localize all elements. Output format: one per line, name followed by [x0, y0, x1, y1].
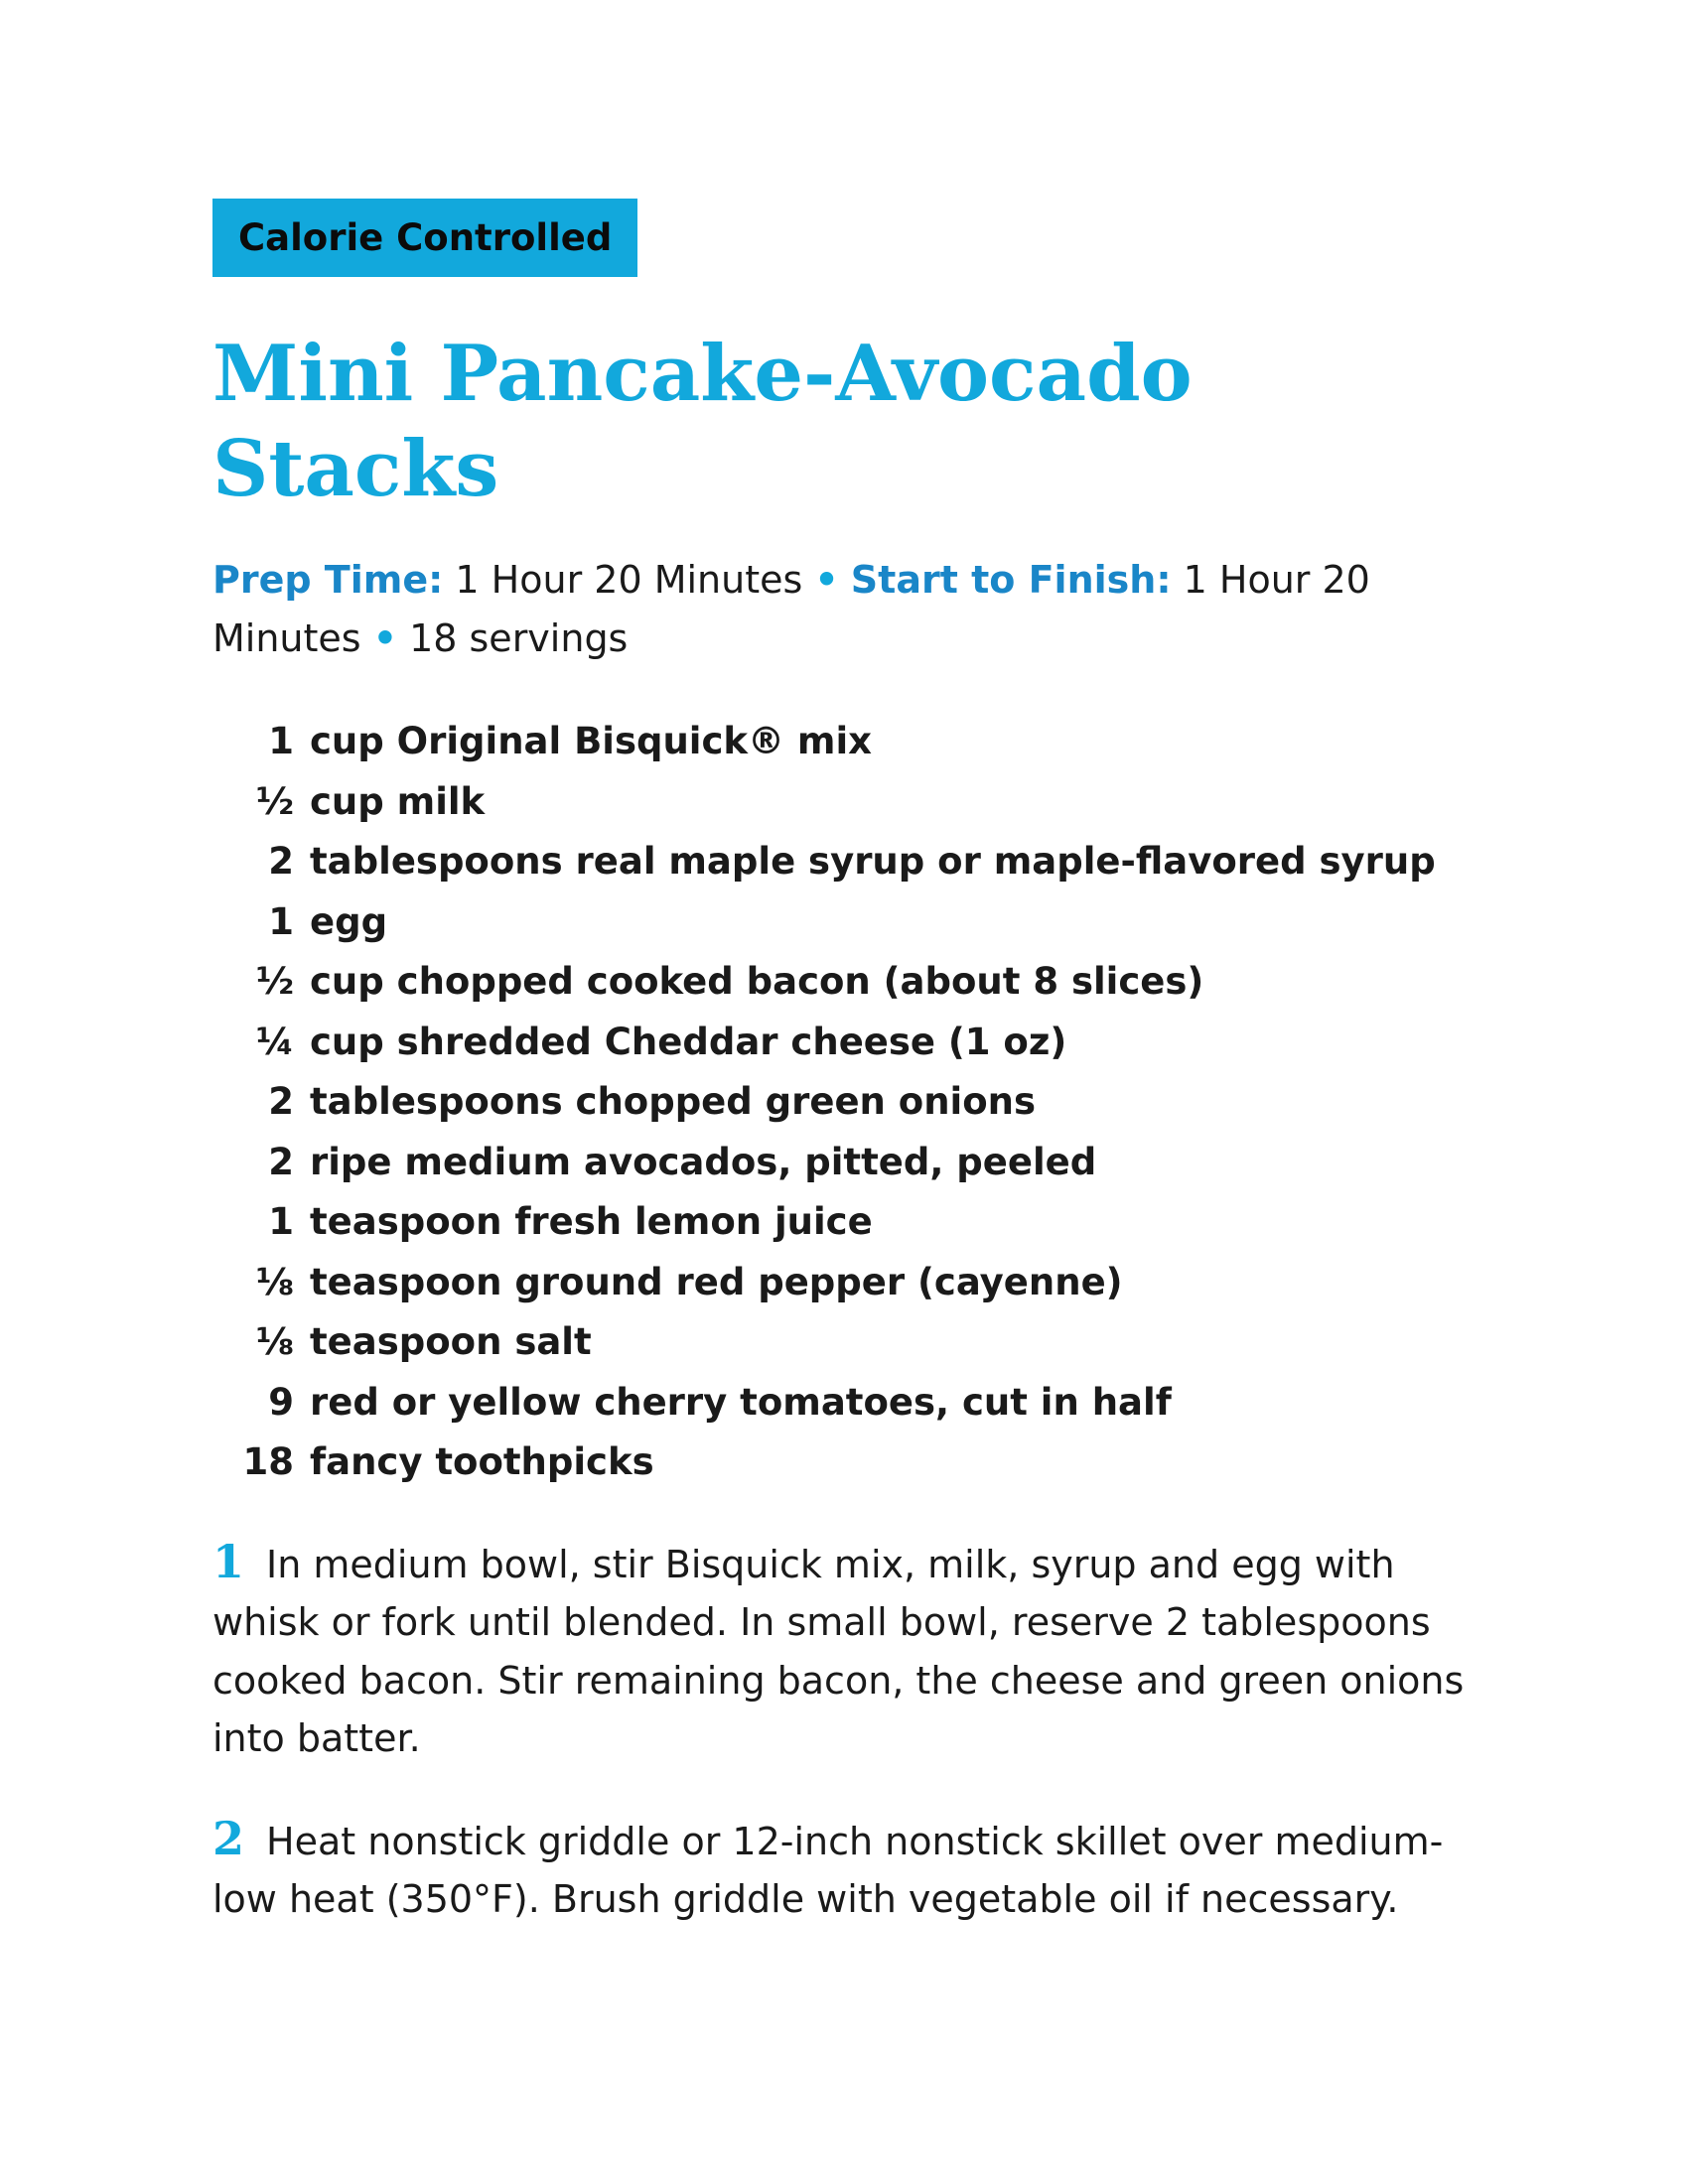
- ingredient-quantity: 2: [268, 1140, 294, 1183]
- ingredient-quantity: ⅛: [255, 1320, 294, 1363]
- servings-count: 18 servings: [409, 616, 629, 660]
- step-text: Heat nonstick griddle or 12-inch nonstick skillet over medium-low heat (350°F). Brush griddle with vegetable oil if necessary.: [212, 1819, 1444, 1921]
- step-number: 1: [212, 1534, 245, 1588]
- ingredient-name: fancy toothpicks: [310, 1440, 654, 1483]
- ingredient-quantity: ⅛: [255, 1260, 294, 1303]
- ingredient-item: [212, 832, 1483, 892]
- ingredient-item: [212, 1253, 1483, 1313]
- ingredient-item: [212, 1133, 1483, 1193]
- ingredient-quantity: 1: [268, 1200, 294, 1243]
- ingredient-quantity: 1: [268, 720, 294, 762]
- step-text: In medium bowl, stir Bisquick mix, milk, syrup and egg with whisk or fork until blended. In small bowl, reserve 2 tablespoons cooked bacon. Stir remaining bacon, the cheese and green onions into batter.: [212, 1542, 1465, 1760]
- ingredient-item: [212, 1433, 1483, 1493]
- start-to-finish-label: Start to Finish:: [850, 558, 1172, 602]
- prep-time-label: Prep Time:: [212, 558, 444, 602]
- ingredient-item: [212, 1072, 1483, 1133]
- meta-separator: •: [814, 558, 839, 602]
- ingredient-name: teaspoon ground red pepper (cayenne): [310, 1260, 1123, 1303]
- ingredient-item: [212, 1013, 1483, 1073]
- ingredient-name: teaspoon salt: [310, 1320, 592, 1363]
- prep-time-value: 1 Hour 20 Minutes: [455, 558, 803, 602]
- ingredient-name: teaspoon fresh lemon juice: [310, 1200, 873, 1243]
- recipe-meta: [212, 551, 1424, 668]
- ingredient-quantity: ½: [255, 960, 294, 1003]
- ingredient-name: tablespoons real maple syrup or maple-flavored syrup: [310, 840, 1436, 883]
- recipe-title: Mini Pancake-Avocado Stacks: [212, 329, 1193, 514]
- ingredient-quantity: 18: [242, 1440, 294, 1483]
- ingredient-name: cup milk: [310, 779, 486, 823]
- ingredient-item: [212, 1192, 1483, 1253]
- ingredient-quantity: ¼: [255, 1020, 294, 1063]
- ingredient-name: egg: [310, 899, 388, 943]
- step-number: 2: [212, 1811, 245, 1865]
- ingredient-item: [212, 1373, 1483, 1433]
- ingredient-item: [212, 712, 1483, 772]
- ingredient-item: [212, 892, 1483, 953]
- ingredient-name: tablespoons chopped green onions: [310, 1080, 1037, 1123]
- ingredient-name: red or yellow cherry tomatoes, cut in half: [310, 1380, 1172, 1424]
- start-to-finish-value: 1 Hour 20 Minutes: [212, 558, 1370, 660]
- instruction-step-2: [212, 1810, 1474, 1929]
- ingredient-name: cup Original Bisquick® mix: [310, 720, 873, 762]
- meta-separator: •: [372, 616, 397, 660]
- ingredient-item: [212, 952, 1483, 1013]
- ingredient-name: cup chopped cooked bacon (about 8 slices): [310, 960, 1204, 1003]
- ingredient-item: [212, 772, 1483, 833]
- ingredient-name: ripe medium avocados, pitted, peeled: [310, 1140, 1097, 1183]
- ingredient-name: cup shredded Cheddar cheese (1 oz): [310, 1020, 1067, 1063]
- ingredient-quantity: 9: [268, 1380, 294, 1424]
- ingredient-quantity: ½: [255, 779, 294, 823]
- ingredient-quantity: 1: [268, 899, 294, 943]
- ingredient-quantity: 2: [268, 1080, 294, 1123]
- recipe-page: [212, 199, 1483, 1929]
- ingredient-list: [212, 712, 1483, 1493]
- ingredient-quantity: 2: [268, 840, 294, 883]
- ingredient-item: [212, 1312, 1483, 1373]
- instruction-step-1: [212, 1533, 1474, 1768]
- category-badge: Calorie Controlled: [212, 199, 637, 277]
